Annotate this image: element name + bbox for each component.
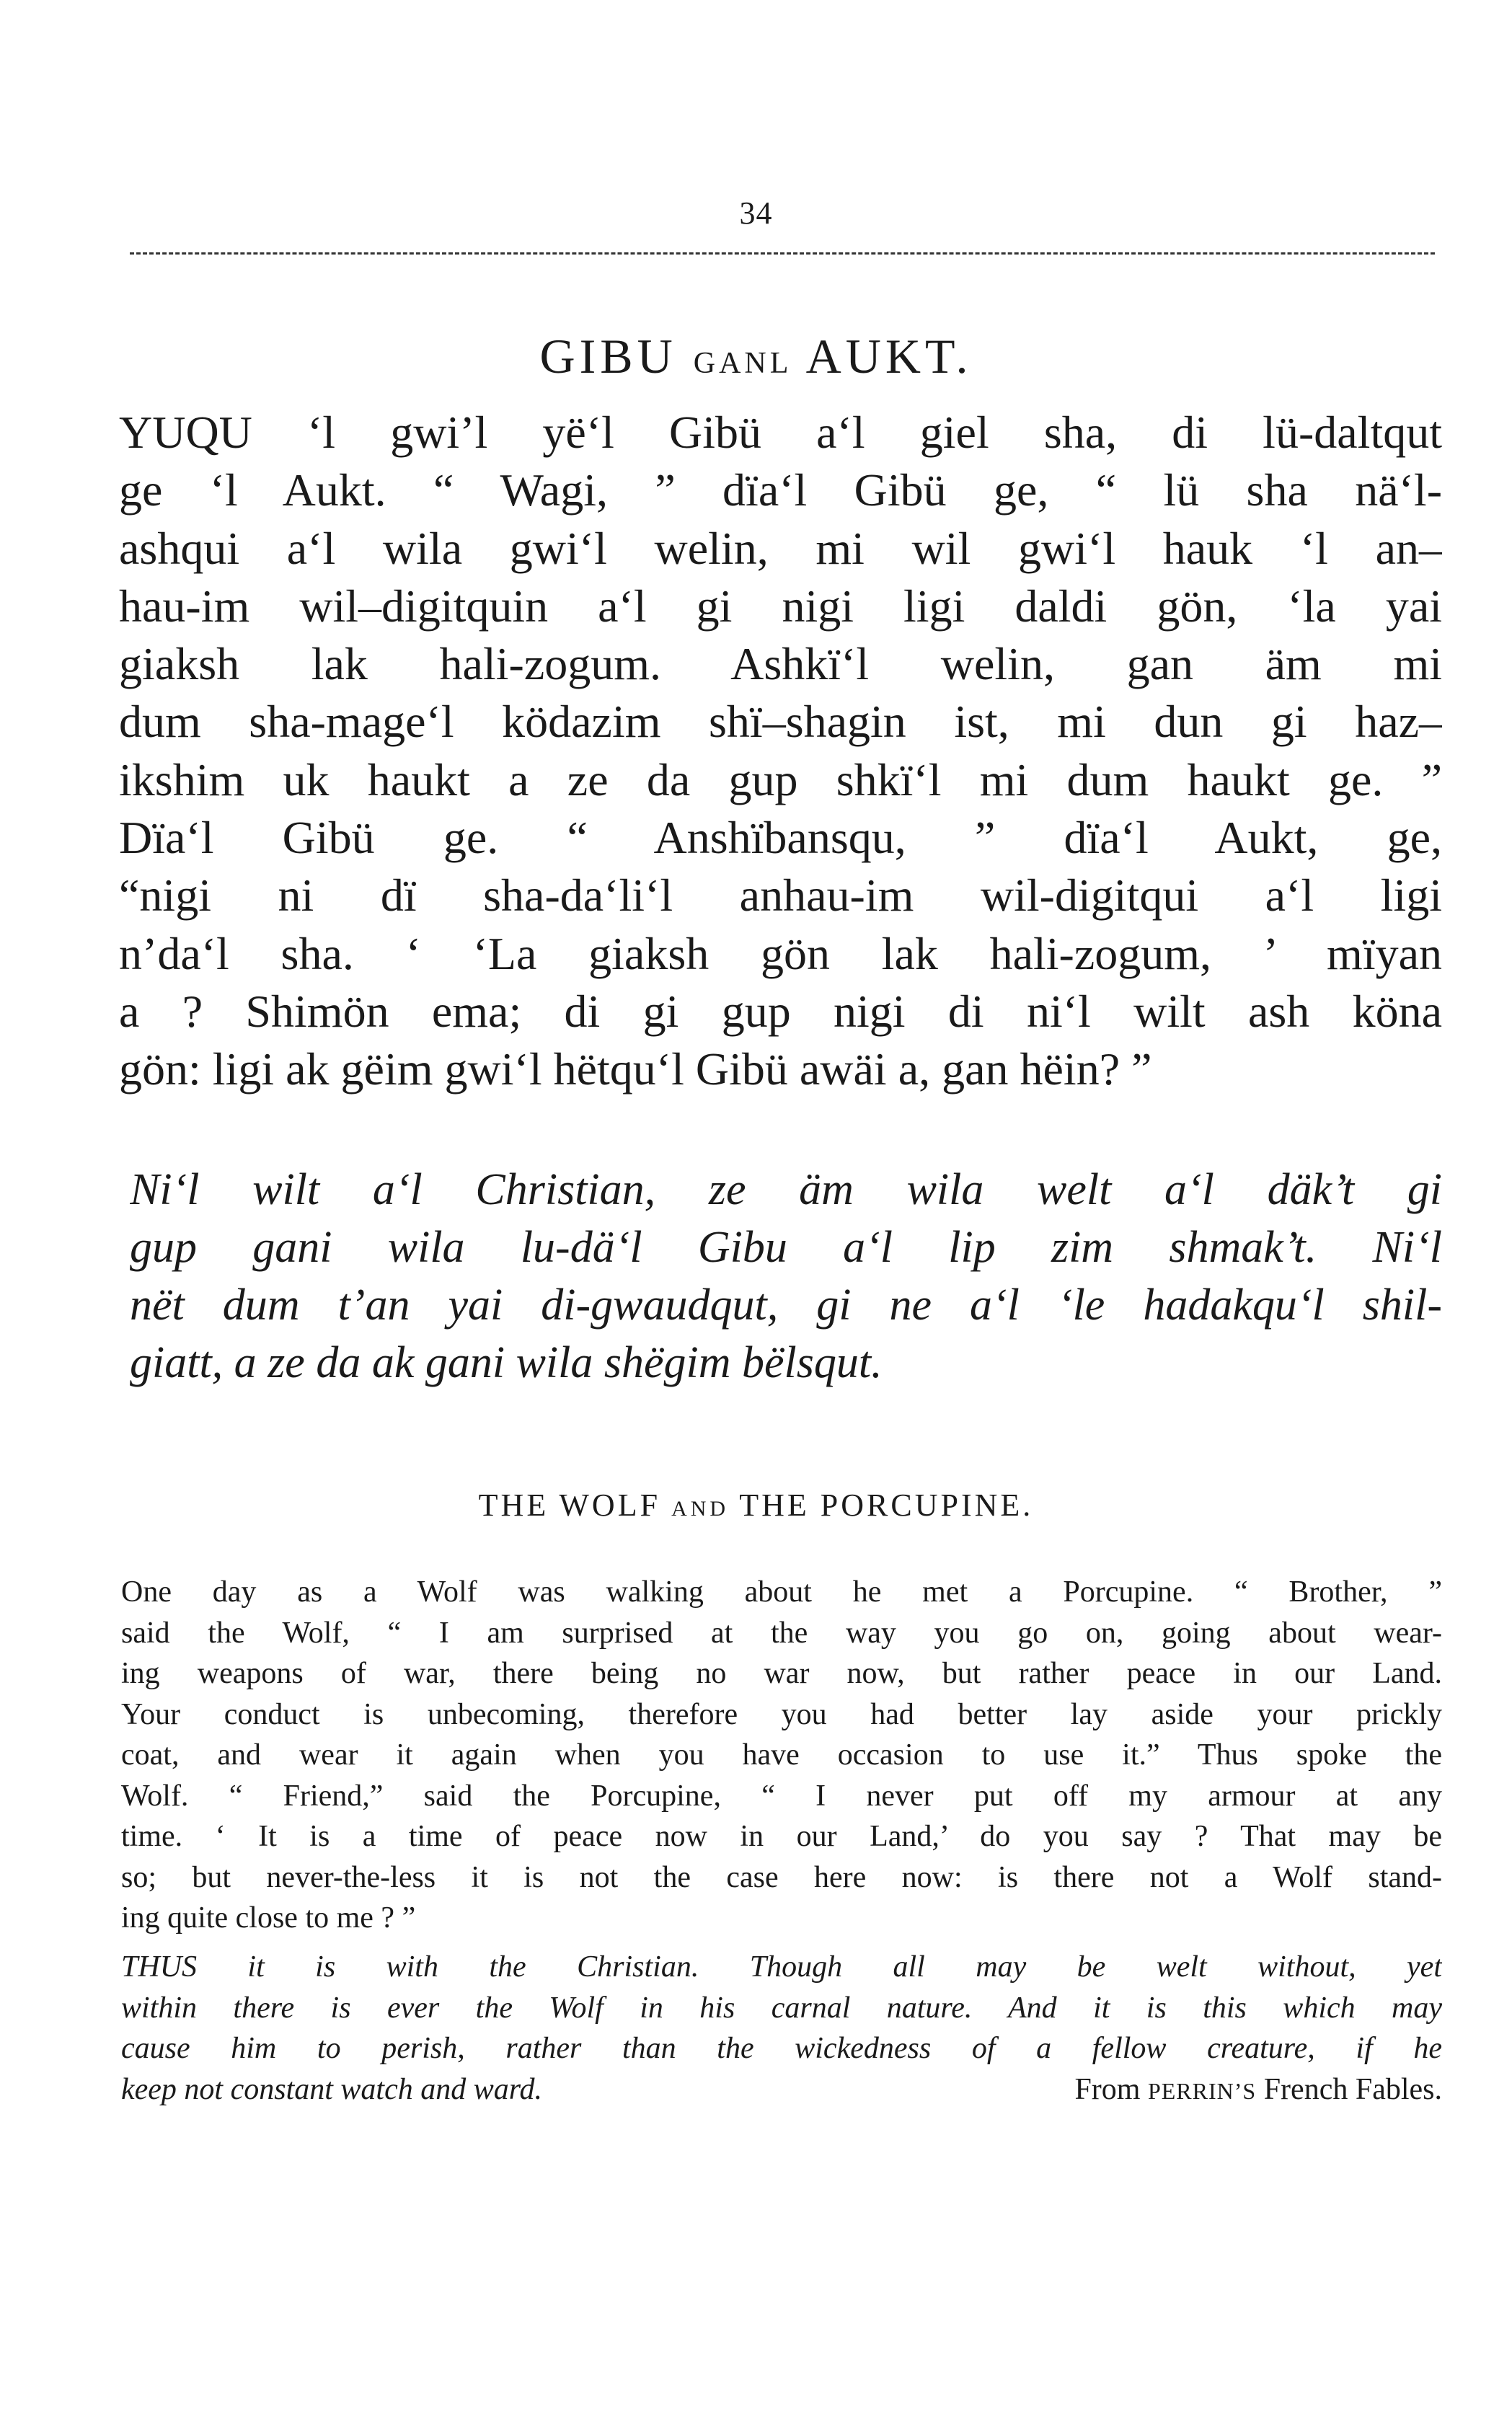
english-title-conjunction: AND <box>671 1497 730 1521</box>
native-title <box>0 328 1512 385</box>
english-title-part-2: THE PORCUPINE. <box>739 1487 1034 1523</box>
native-line: dum sha-mage‘l ködazim shï–shagin ist, mi dun gi haz– <box>119 696 1442 748</box>
english-line: ing quite close to me ? ” <box>121 1901 416 1935</box>
native-line: ashqui a‘l wila gwi‘l welin, mi wil gwi‘l hauk ‘l an– <box>119 522 1442 574</box>
native-moral-line: Ni‘l wilt a‘l Christian, ze äm wila welt a‘l däk’t gi <box>130 1165 1442 1214</box>
native-line: n’da‘l sha. ‘ ‘La giaksh gön lak hali-zogum, ’ mïyan <box>119 927 1442 979</box>
attribution-prefix: From <box>1074 2072 1141 2106</box>
native-moral-line: giatt, a ze da ak gani wila shëgim bëlsqut. <box>130 1338 883 1387</box>
native-line: a ? Shimön ema; di gi gup nigi di ni‘l wilt ash köna <box>119 985 1442 1037</box>
native-moral-paragraph <box>130 1161 1442 1392</box>
native-line: Dïa‘l Gibü ge. “ Anshïbansqu, ” dïa‘l Aukt, ge, <box>119 812 1442 864</box>
english-line: coat, and wear it again when you have occasion to use it.” Thus spoke the <box>121 1738 1442 1772</box>
native-line: gön: ligi ak gëim gwi‘l hëtqu‘l Gibü awäi a, gan hëin? ” <box>119 1043 1152 1095</box>
native-line: ikshim uk haukt a ze da gup shkï‘l mi dum haukt ge. ” <box>119 753 1442 805</box>
english-moral-paragraph <box>121 1947 1442 2110</box>
english-moral-final-text: keep not constant watch and ward. <box>121 2072 543 2106</box>
native-line: YUQU ‘l gwi’l yë‘l Gibü a‘l giel sha, di lü-daltqut <box>119 407 1442 458</box>
native-title-conjunction: GANL <box>693 347 792 380</box>
english-line: One day as a Wolf was walking about he met a Porcupine. “ Brother, ” <box>121 1575 1442 1609</box>
native-line: giaksh lak hali-zogum. Ashkï‘l welin, gan äm mi <box>119 638 1442 690</box>
english-moral-line: within there is ever the Wolf in his carnal nature. And it is this which may <box>121 1991 1442 2025</box>
english-title-part-1: THE WOLF <box>478 1487 661 1523</box>
english-moral-line: THUS it is with the Christian. Though all may be welt without, yet <box>121 1950 1442 1984</box>
english-line: ing weapons of war, there being no war now, but rather peace in our Land. <box>121 1657 1442 1690</box>
header-rule <box>130 252 1435 255</box>
english-line: Wolf. “ Friend,” said the Porcupine, “ I never put off my armour at any <box>121 1779 1442 1813</box>
native-title-word-1: GIBU <box>539 329 677 384</box>
english-line: Your conduct is unbecoming, therefore you had better lay aside your prickly <box>121 1697 1442 1731</box>
english-title <box>0 1487 1512 1524</box>
english-line: so; but never-the-less it is not the case here now: is there not a Wolf stand- <box>121 1860 1442 1894</box>
page-number: 34 <box>739 195 773 231</box>
attribution-author: PERRIN’S <box>1147 2077 1257 2104</box>
english-line: said the Wolf, “ I am surprised at the way you go on, going about wear- <box>121 1616 1442 1650</box>
native-line: “nigi ni dï sha-da‘li‘l anhau-im wil-digitqui a‘l ligi <box>119 870 1442 921</box>
native-line: ge ‘l Aukt. “ Wagi, ” dïa‘l Gibü ge, “ lü sha nä‘l- <box>119 464 1442 516</box>
native-story-paragraph <box>119 404 1442 1099</box>
native-title-word-2: AUKT. <box>805 329 973 384</box>
english-line: time. ‘ It is a time of peace now in our Land,’ do you say ? That may be <box>121 1820 1442 1853</box>
native-moral-line: nët dum t’an yai di-gwaudqut, gi ne a‘l ‘le hadakqu‘l shil- <box>130 1281 1442 1330</box>
native-line: hau-im wil–digitquin a‘l gi nigi ligi daldi gön, ‘la yai <box>119 580 1442 632</box>
english-moral-line <box>121 2069 1442 2110</box>
native-moral-line: gup gani wila lu-dä‘l Gibu a‘l lip zim shmak’t. Ni‘l <box>130 1223 1442 1272</box>
attribution <box>1074 2069 1442 2110</box>
english-story-paragraph <box>121 1572 1442 1939</box>
attribution-source: French Fables. <box>1263 2072 1442 2106</box>
english-moral-line: cause him to perish, rather than the wickedness of a fellow creature, if he <box>121 2032 1442 2065</box>
